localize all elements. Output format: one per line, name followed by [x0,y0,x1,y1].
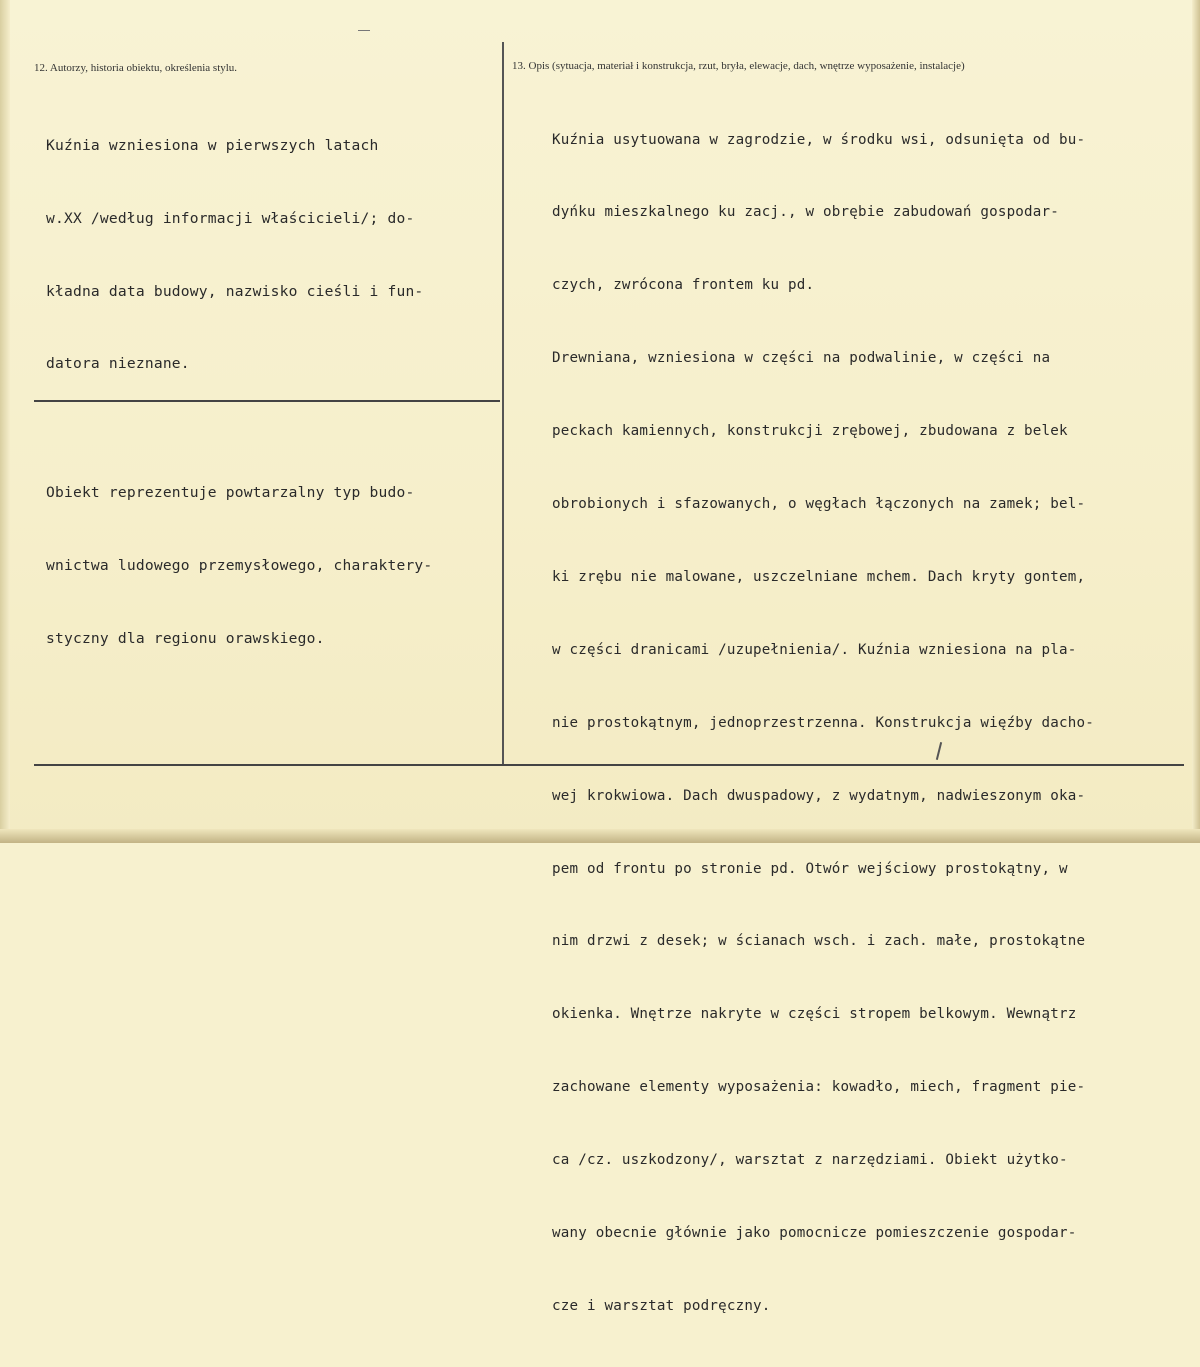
text-line: wej krokwiowa. Dach dwuspadowy, z wydatnym, nadwieszonym oka- [552,787,1086,804]
text-line: dyńku mieszkalnego ku zacj., w obrębie zabudowań gospodar- [552,204,1060,221]
text-line: w części dranicami /uzupełnienia/. Kuźnia wzniesiona na pla- [552,641,1077,658]
field-12-text [46,86,423,425]
column-divider [502,42,504,764]
text-line: styczny dla regionu orawskiego. [46,629,325,647]
text-line: wnictwa ludowego przemysłowego, charaktery- [46,557,433,575]
text-line: ki zrębu nie malowane, uszczelniane mchem. Dach kryty gontem, [552,568,1086,585]
field-12-label: 12. Autorzy, historia obiektu, określenia stylu. [34,62,238,74]
text-line: cze i warsztat podręczny. [552,1297,771,1314]
text-line: Kuźnia wzniesiona w pierwszych latach [46,137,379,155]
text-line: czych, zwrócona frontem ku pd. [552,277,815,294]
field-13-label: 13. Opis (sytuacja, materiał i konstrukcja, rzut, bryła, elewacje, dach, wnętrze wyposażenie, instalacje) [512,60,965,72]
text-line: zachowane elementy wyposażenia: kowadło, miech, fragment pie- [552,1079,1086,1096]
text-line: w.XX /według informacji właścicieli/; do- [46,210,415,228]
text-line: nie prostokątnym, jednoprzestrzenna. Konstrukcja więźby dacho- [552,714,1094,731]
field-13-text [552,79,1094,1367]
text-line: kładna data budowy, nazwisko cieśli i fun- [46,282,424,300]
top-pencil-mark [358,30,370,31]
text-line: Kuźnia usytuowana w zagrodzie, w środku wsi, odsunięta od bu- [552,131,1086,148]
text-line: peckach kamiennych, konstrukcji zrębowej, zbudowana z belek [552,423,1068,440]
assessment-text [46,433,432,699]
text-line: nim drzwi z desek; w ścianach wsch. i zach. małe, prostokątne [552,933,1086,950]
text-line: pem od frontu po stronie pd. Otwór wejściowy prostokątny, w [552,860,1068,877]
text-line: Drewniana, wzniesiona w części na podwalinie, w części na [552,350,1051,367]
text-line: wany obecnie głównie jako pomocnicze pomieszczenie gospodar- [552,1224,1077,1241]
text-line: ca /cz. uszkodzony/, warsztat z narzędziami. Obiekt użytko- [552,1152,1068,1169]
text-line: okienka. Wnętrze nakryte w części stropem belkowym. Wewnątrz [552,1006,1077,1023]
card-right-edge [1192,0,1200,843]
text-line: datora nieznane. [46,355,190,373]
text-line: obrobionych i sfazowanych, o węgłach łączonych na zamek; bel- [552,496,1086,513]
text-line: Obiekt reprezentuje powtarzalny typ budo- [46,484,415,502]
card-left-edge [0,0,10,843]
